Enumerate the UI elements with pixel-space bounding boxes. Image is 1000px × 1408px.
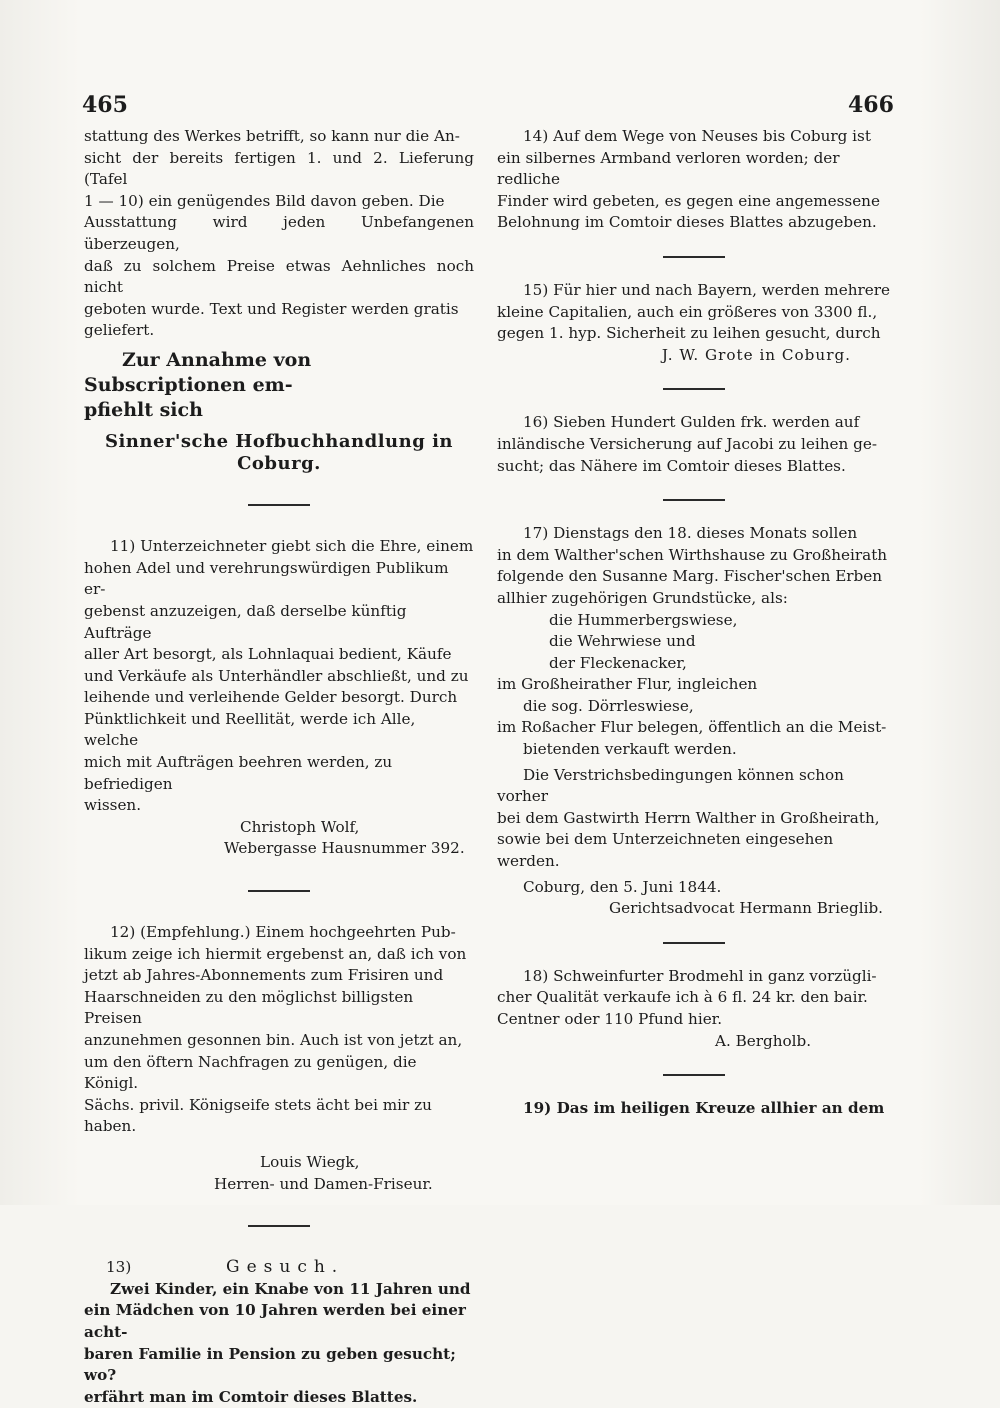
text-line: bietenden verkauft werden. [523, 740, 737, 759]
text-line: inländische Versicherung auf Jacobi zu leihen ge- [497, 434, 877, 453]
text-line: leihende und verleihende Gelder besorgt. Durch [84, 688, 458, 707]
signature-17: Gerichtsadvocat Hermann Brieglib. [609, 899, 884, 918]
text-line: Centner oder 110 Pfund hier. [497, 1010, 723, 1028]
ad-17-continued [497, 717, 891, 760]
text-line: sowie bei dem Unterzeichneten eingesehen werden. [497, 830, 834, 871]
list-item: der Fleckenacker, [549, 653, 687, 672]
text-line: bei dem Gastwirth Herrn Walther in Großheirath, [497, 808, 880, 827]
text-line: Haarschneiden zu den möglichst billigsten Preisen [84, 987, 414, 1028]
text-line: erfährt man im Comtoir dieses Blattes. [84, 1387, 418, 1406]
list-item: die Hummerbergswiese, [549, 610, 738, 629]
text-line: gegen 1. hyp. Sicherheit zu leihen gesucht, durch [497, 324, 881, 343]
signature-title: Herren- und Damen-Friseur. [214, 1174, 433, 1193]
ad-16 [497, 412, 891, 477]
firm-name: Sinner'sche Hofbuchhandlung in Coburg. [104, 430, 454, 474]
text-line: ein Mädchen von 10 Jahren werden bei einer acht- [84, 1301, 466, 1341]
text-line: 17) Dienstags den 18. dieses Monats sollen [523, 524, 858, 543]
signature-name: Louis Wiegk, [260, 1152, 360, 1171]
signature-15: J. W. Grote in Coburg. [661, 345, 851, 364]
text-line: allhier zugehörigen Grundstücke, als: [497, 588, 788, 607]
text-line: um den öftern Nachfragen zu genügen, die Königl. [84, 1052, 417, 1093]
text-line: und Verkäufe als Unterhändler abschließt, und zu [84, 666, 469, 685]
ad-title: Gesuch. [226, 1257, 345, 1278]
text-line: Belohnung im Comtoir dieses Blattes abzugeben. [497, 213, 877, 232]
text-line: im Roßacher Flur belegen, öffentlich an die Meist- [497, 718, 887, 737]
ad-11 [84, 536, 474, 817]
text-line: daß zu solchem Preise etwas Aehnliches noch nicht [84, 256, 474, 297]
ad-17-conditions [497, 765, 891, 873]
ad-18 [497, 966, 891, 1031]
list-item: die sog. Dörrleswiese, [523, 696, 694, 715]
text-line: 14) Auf dem Wege von Neuses bis Coburg ist [523, 127, 871, 145]
text-line: hohen Adel und verehrungswürdigen Publikum er- [84, 558, 449, 599]
ad-13 [84, 1279, 474, 1408]
text-line: wissen. [84, 796, 142, 815]
text-line: 15) Für hier und nach Bayern, werden mehrere [523, 280, 890, 299]
text-line: folgende den Susanne Marg. Fischer'schen Erben [497, 567, 883, 586]
ad-19: 19) Das im heiligen Kreuze allhier an dem [523, 1099, 885, 1118]
text-line: geliefert. [84, 321, 155, 340]
text-line: gebenst anzuzeigen, daß derselbe künftig Aufträge [84, 601, 407, 642]
text-line: mich mit Aufträgen beehren werden, zu befriedigen [84, 753, 393, 793]
page-number-left: 465 [82, 92, 128, 118]
text-line: 11) Unterzeichneter giebt sich die Ehre, einem [110, 537, 474, 556]
list-item: die Wehrwiese und [549, 632, 696, 651]
text-line: ein silbernes Armband verloren worden; der redliche [497, 148, 840, 189]
subscription-heading [84, 348, 474, 423]
text-line: jetzt ab Jahres-Abonnements zum Frisiren und [84, 966, 444, 985]
continued-paragraph [84, 126, 474, 342]
text-line: Finder wird gebeten, es gegen eine angemessene [497, 191, 880, 210]
text-line: Die Verstrichsbedingungen können schon vorher [497, 765, 844, 806]
text-line: 18) Schweinfurter Brodmehl in ganz vorzügli- [523, 966, 877, 985]
text-line: haben. [84, 1117, 137, 1136]
text-line: aller Art besorgt, als Lohnlaquai bedient, Käufe [84, 645, 452, 664]
text-line: in dem Walther'schen Wirthshause zu Großheirath [497, 545, 888, 564]
text-line: geboten wurde. Text und Register werden gratis [84, 299, 459, 318]
heading-line: pfiehlt sich [84, 398, 203, 421]
property-list [549, 610, 891, 675]
signature-address: Webergasse Hausnummer 392. [224, 839, 465, 858]
ad-12 [84, 922, 474, 1138]
signature-12 [210, 1152, 474, 1195]
right-column [497, 126, 891, 1120]
text-line: baren Familie in Pension zu geben gesucht; wo? [84, 1344, 456, 1385]
text-line: 1 — 10) ein genügendes Bild davon geben. Die [84, 191, 445, 210]
signature-11 [224, 817, 474, 860]
text-line: likum zeige ich hiermit ergebenst an, daß ich von [84, 944, 467, 963]
ad-13-heading [84, 1257, 474, 1279]
ad-14 [497, 126, 891, 234]
text-line: 12) (Empfehlung.) Einem hochgeehrten Pub- [110, 923, 456, 942]
text-line: 16) Sieben Hundert Gulden frk. werden auf [523, 413, 860, 432]
text-line: stattung des Werkes betrifft, so kann nur die An- [84, 127, 460, 145]
text-line: Pünktlichkeit und Reellität, werde ich Alle, welche [84, 709, 416, 750]
heading-line: Zur Annahme von Subscriptionen em- [84, 348, 312, 396]
text-line: anzunehmen gesonnen bin. Auch ist von jetzt an, [84, 1031, 463, 1049]
text-line: Zwei Kinder, ein Knabe von 11 Jahren und [110, 1279, 471, 1298]
ad-17 [497, 523, 891, 609]
text-line: cher Qualität verkaufe ich à 6 fl. 24 kr. den bair. [497, 988, 868, 1007]
signature-name: Christoph Wolf, [240, 817, 360, 836]
text-line: sicht der bereits fertigen 1. und 2. Lieferung (Tafel [84, 148, 474, 189]
text-line: kleine Capitalien, auch ein größeres von 3300 fl., [497, 302, 878, 321]
ad-17-date: Coburg, den 5. Juni 1844. [523, 877, 722, 896]
text-line: Sächs. privil. Königseife stets ächt bei mir zu [84, 1095, 432, 1114]
signature-18: A. Bergholb. [715, 1031, 812, 1050]
left-column [84, 126, 474, 1408]
text-line: Ausstattung wird jeden Unbefangenen überzeugen, [84, 213, 474, 253]
page-number-right: 466 [848, 92, 894, 118]
text-line: im Großheirather Flur, ingleichen [497, 675, 758, 694]
ad-15 [497, 280, 891, 345]
ad-number: 13) [106, 1258, 132, 1277]
text-line: sucht; das Nähere im Comtoir dieses Blattes. [497, 456, 846, 475]
